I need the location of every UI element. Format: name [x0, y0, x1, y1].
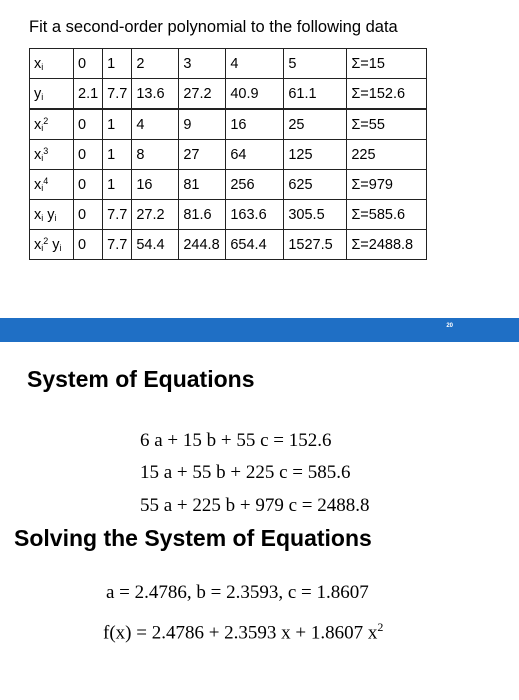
- table-cell: 0: [74, 140, 103, 170]
- table-cell: 0: [74, 109, 103, 140]
- table-cell: 16: [132, 170, 179, 200]
- table-cell: 40.9: [226, 79, 284, 110]
- table-cell: 256: [226, 170, 284, 200]
- table-cell: Σ=15: [347, 49, 427, 79]
- table-cell: 1527.5: [284, 230, 347, 260]
- row-variable-label: $x_i^3$: [30, 140, 74, 170]
- heading-system-of-equations: System of Equations: [27, 366, 255, 392]
- data-table: [29, 48, 427, 260]
- table-cell: 1: [103, 109, 132, 140]
- table-cell: 305.5: [284, 200, 347, 230]
- row-variable-label: $x_i$ $y_i$: [30, 200, 74, 230]
- table-cell: 244.8: [179, 230, 226, 260]
- table-cell: 654.4: [226, 230, 284, 260]
- table-cell: 4: [226, 49, 284, 79]
- table-cell: 0: [74, 200, 103, 230]
- table-cell: 1: [103, 170, 132, 200]
- table-cell: 225: [347, 140, 427, 170]
- equation-3: 55 a + 225 b + 979 c = 2488.8: [140, 495, 370, 516]
- table-cell: Σ=2488.8: [347, 230, 427, 260]
- table-cell: 7.7: [103, 200, 132, 230]
- table-cell: 2: [132, 49, 179, 79]
- table-row: [30, 200, 427, 230]
- polynomial-exponent: 2: [377, 620, 384, 634]
- table-cell: 125: [284, 140, 347, 170]
- table-cell: 1: [103, 49, 132, 79]
- equation-1: 6 a + 15 b + 55 c = 152.6: [140, 430, 332, 451]
- intro-text: Fit a second-order polynomial to the following data: [29, 18, 398, 36]
- coefficient-solution: a = 2.4786, b = 2.3593, c = 1.8607: [106, 582, 369, 603]
- table-row: [30, 140, 427, 170]
- row-variable-label: $x_i^2$ $y_i$: [30, 230, 74, 260]
- table-cell: 61.1: [284, 79, 347, 110]
- table-row: [30, 49, 427, 79]
- table-cell: 163.6: [226, 200, 284, 230]
- heading-solving-system: Solving the System of Equations: [14, 525, 372, 551]
- table-cell: Σ=585.6: [347, 200, 427, 230]
- table-cell: 5: [284, 49, 347, 79]
- table-cell: 2.1: [74, 79, 103, 110]
- table-row: [30, 109, 427, 140]
- table-cell: Σ=55: [347, 109, 427, 140]
- table-cell: 0: [74, 230, 103, 260]
- table-row: [30, 230, 427, 260]
- table-cell: 9: [179, 109, 226, 140]
- table-cell: 81: [179, 170, 226, 200]
- table-cell: 27.2: [132, 200, 179, 230]
- slide-number: 20: [446, 323, 453, 329]
- table-cell: Σ=152.6: [347, 79, 427, 110]
- equation-2: 15 a + 55 b + 225 c = 585.6: [140, 462, 351, 483]
- table-cell: Σ=979: [347, 170, 427, 200]
- table-cell: 8: [132, 140, 179, 170]
- table-cell: 7.7: [103, 79, 132, 110]
- table-cell: 1: [103, 140, 132, 170]
- table-cell: 3: [179, 49, 226, 79]
- table-cell: 4: [132, 109, 179, 140]
- row-variable-label: $x_i$: [30, 49, 74, 79]
- fitted-polynomial: [103, 620, 383, 644]
- table-cell: 27: [179, 140, 226, 170]
- table-cell: 0: [74, 49, 103, 79]
- polynomial-text: f(x) = 2.4786 + 2.3593 x + 1.8607 x: [103, 622, 378, 644]
- table-cell: 27.2: [179, 79, 226, 110]
- row-variable-label: $y_i$: [30, 79, 74, 110]
- table-cell: 64: [226, 140, 284, 170]
- table-cell: 625: [284, 170, 347, 200]
- table-cell: 81.6: [179, 200, 226, 230]
- row-variable-label: $x_i^2$: [30, 109, 74, 140]
- slide-divider-bar: [0, 318, 519, 342]
- table-cell: 7.7: [103, 230, 132, 260]
- table-cell: 54.4: [132, 230, 179, 260]
- table-cell: 13.6: [132, 79, 179, 110]
- table-cell: 0: [74, 170, 103, 200]
- table-cell: 25: [284, 109, 347, 140]
- table-row: [30, 79, 427, 110]
- table-row: [30, 170, 427, 200]
- table-cell: 16: [226, 109, 284, 140]
- row-variable-label: $x_i^4$: [30, 170, 74, 200]
